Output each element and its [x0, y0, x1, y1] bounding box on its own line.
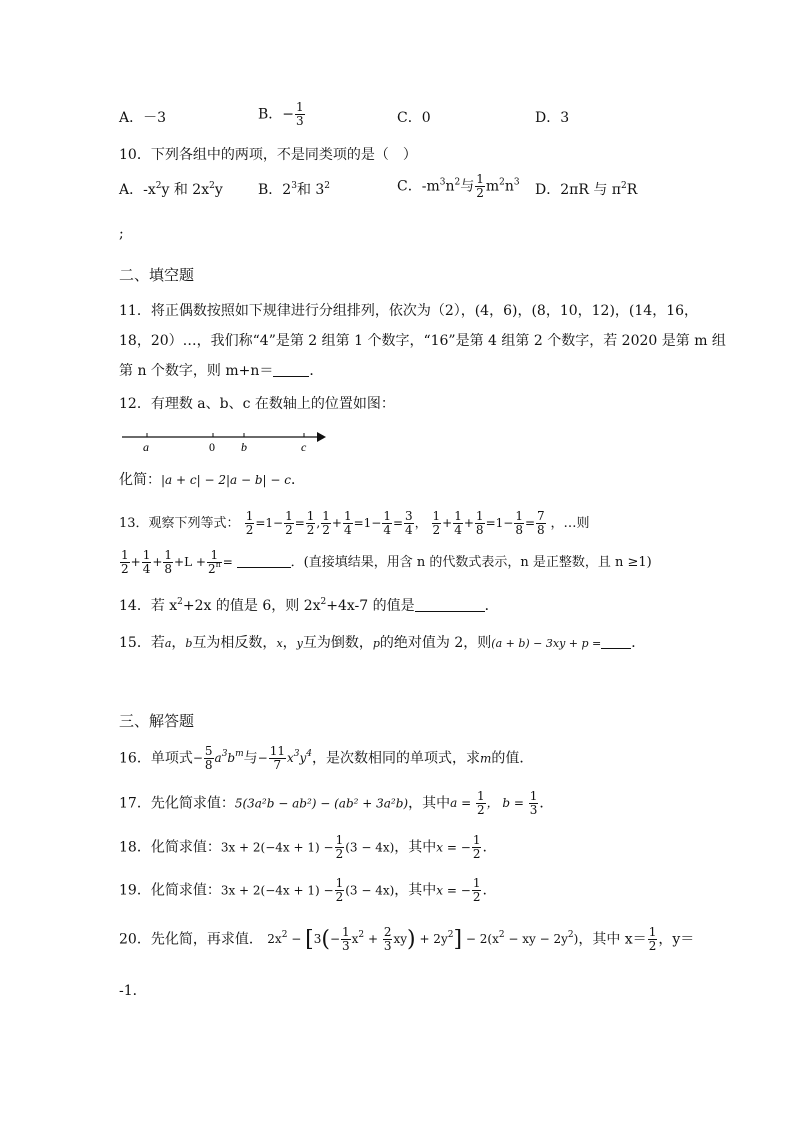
- q11-line3-text: 第 n 个数字，则 m+n＝: [119, 363, 274, 379]
- sup: 2: [620, 181, 627, 191]
- q17-expression: 5(3a²b − ab²) − (ab² + 3a²b): [234, 796, 409, 811]
- q12-stem: 12．有理数 a、b、c 在数轴上的位置如图：: [119, 396, 395, 412]
- q10-d-1: D．2πR 与 π: [535, 182, 621, 198]
- q15-var-b: b: [185, 637, 193, 650]
- q9-option-a: A．－3: [119, 110, 167, 126]
- q20-expression: $2x^2 - [3(-$ $\frac{1}{3}$ $x^2$ + $\frac{2}{3}$ $xy) + 2y^2] - 2(x^2$ − xy − $2y^2$): [267, 925, 579, 953]
- answer-blank[interactable]: [601, 636, 631, 649]
- label-0: 0: [209, 440, 215, 454]
- q16-2: 与: [243, 750, 258, 767]
- q17-2: ，其中: [408, 795, 451, 812]
- q9-option-b-fraction: [295, 101, 305, 128]
- frac-num: 1: [476, 172, 484, 186]
- q10-a-3: y: [214, 182, 223, 198]
- sup: 3: [291, 181, 297, 191]
- q15-6: 的绝对值为 2，则: [379, 635, 492, 651]
- q10-a-2: y 和 2x: [161, 182, 210, 198]
- sup: 3: [439, 177, 446, 188]
- q10-b-1: B．2: [258, 182, 292, 198]
- stray-semicolon: ;: [119, 226, 124, 242]
- q19-expression-2: (3 − 4x): [345, 883, 395, 898]
- q18-3: .: [482, 839, 487, 856]
- q10-a-1: A．-x: [119, 182, 156, 198]
- q18-expression: 3x + 2(−4x + 1) −: [220, 840, 334, 855]
- q16-4: 的值．: [491, 750, 534, 767]
- q17: [119, 790, 553, 817]
- q10-c-3: 与: [460, 178, 475, 195]
- q10-stem: 10．下列各组中的两项，不是同类项的是（ ）: [119, 147, 417, 163]
- q18-2: ，其中: [394, 839, 437, 856]
- q9-option-c: C．0: [397, 110, 431, 126]
- q20-line2: -1．: [119, 983, 147, 999]
- sup: 2: [454, 177, 461, 188]
- q15-var-a: a: [164, 637, 172, 650]
- answer-blank[interactable]: [273, 364, 309, 377]
- number-line: [118, 426, 333, 456]
- label-b: b: [241, 440, 247, 454]
- q10-c-fraction: [475, 173, 485, 200]
- q13-line1: [119, 510, 590, 537]
- q17-1: 17．先化简求值：: [119, 795, 235, 812]
- section-title-solutions: 三、解答题: [119, 712, 195, 730]
- q14-4: ．: [484, 598, 499, 614]
- section-title-fill-in: 二、填空题: [119, 266, 195, 284]
- q19-value: x = −: [436, 883, 471, 898]
- q10-option-a: [119, 183, 223, 197]
- sup: 2: [177, 597, 183, 607]
- sup: 2: [155, 181, 162, 191]
- q13-series: $\frac{1}{2}$ + $\frac{1}{4}$ + $\frac{1}{8}$ +L + $\frac{1}{2^n}$ =: [121, 548, 237, 576]
- q18: [119, 834, 487, 861]
- q10-option-b: [258, 183, 330, 197]
- q12-simplify-label: 化简：: [119, 472, 161, 488]
- q16: 16．单项式− $\frac{5}{8}$ $a^3b^m$与− $\frac{11}{7}$ $x^3y^4$，是次数相同的单项式，求m的值．: [119, 744, 534, 772]
- q13-note: ．(直接填结果，用含 n 的代数式表示，n 是正整数，且 n ≥1): [290, 555, 652, 570]
- q15-expression: (a + b) − 3xy + p =: [491, 637, 602, 650]
- q19: [119, 877, 487, 904]
- q13-equalities: $\frac{1}{2}$ =1− $\frac{1}{2}$ = $\frac{1}{2}$ , $\frac{1}{2}$ + $\frac{1}{4}$ =1− $\frac{1}{4}$ = $\frac{3}{4}$ ， $\frac{1}{2}$ + $\frac{1}{4}$ + $\frac{1}{8}$ =1− $\frac{1}{8}$ = $\frac{7}{8}$: [245, 509, 545, 537]
- q14-3: +4x-7 的值是: [326, 598, 415, 614]
- q19-3: .: [482, 882, 487, 899]
- q12-simplify-expression: |a + c| − 2|a − b| − c: [161, 473, 291, 487]
- q17-3: ．: [539, 795, 554, 812]
- q19-2: ，其中: [394, 882, 437, 899]
- q12-simplify-end: ．: [290, 472, 305, 488]
- q15-var-y: y: [296, 637, 303, 650]
- q9-option-b: [258, 101, 306, 128]
- q10-c-2: n: [445, 178, 455, 195]
- q18-1: 18．化简求值：: [119, 839, 221, 856]
- q10-c-5: n: [504, 178, 514, 195]
- q13-stem: 13．观察下列等式：: [119, 516, 240, 531]
- q10-d-2: R: [626, 182, 638, 198]
- q15-1: 15．若: [119, 635, 165, 651]
- answer-blank[interactable]: [415, 599, 485, 612]
- sup: 3: [513, 177, 520, 188]
- q18-value-fraction: $\frac{1}{2}$: [472, 833, 481, 861]
- q11-line2: 18，20）…，我们称“4”是第 2 组第 1 个数字，“16”是第 4 组第 2 个数字，若 2020 是第 m 组: [119, 333, 726, 349]
- number-line-arrow: [317, 432, 326, 442]
- q9-option-b-label: B．: [258, 106, 283, 123]
- q12-simplify: [119, 473, 305, 487]
- q10-c-4: m: [485, 178, 500, 195]
- frac-num: 1: [296, 100, 304, 114]
- q20-1: 20．先化简，再求值．: [119, 931, 263, 948]
- q20-2: ，其中 x＝: [578, 931, 647, 948]
- q14: [119, 599, 499, 613]
- q13-line2: [119, 549, 652, 576]
- q16-monomial-1: − $\frac{5}{8}$ $a^3b^m$: [192, 744, 244, 772]
- frac-den: 2: [476, 186, 484, 200]
- sup: 2: [499, 177, 505, 188]
- label-a: a: [143, 440, 149, 454]
- q13-tail: ，…则: [550, 516, 590, 531]
- sup: 2: [324, 181, 331, 191]
- q16-3: ，是次数相同的单项式，求: [312, 750, 481, 767]
- label-c: c: [301, 440, 307, 454]
- q19-1: 19．化简求值：: [119, 882, 221, 899]
- q15: [119, 636, 645, 650]
- q17-values: a = $\frac{1}{2}$ ， b = $\frac{1}{3}$: [450, 789, 538, 817]
- q10-c-1: C．-m: [397, 178, 440, 195]
- q14-2: +2x 的值是 6，则 2x: [182, 598, 321, 614]
- q18-expression-2: (3 − 4x): [345, 840, 395, 855]
- q15-4: ，: [282, 635, 297, 651]
- q14-1: 14．若 x: [119, 598, 178, 614]
- q15-3: 互为相反数，: [192, 635, 277, 651]
- q15-var-p: p: [372, 637, 380, 650]
- q15-2: ，: [171, 635, 186, 651]
- q19-value-fraction: $\frac{1}{2}$: [472, 876, 481, 904]
- q16-monomial-2: − $\frac{11}{7}$ $x^3y^4$: [257, 744, 313, 772]
- sup: 2: [209, 181, 215, 191]
- q11-line3-end: ．: [309, 363, 324, 379]
- q20: [119, 926, 694, 953]
- q9-option-b-sign: −: [282, 106, 295, 123]
- q18-fraction: $\frac{1}{2}$: [335, 833, 344, 861]
- q9-option-d: D．3: [535, 110, 570, 126]
- q15-5: 互为倒数，: [302, 635, 373, 651]
- q11-line1: 11．将正偶数按照如下规律进行分组排列，依次为（2），(4，6)，(8，10，12)，(14，16，: [119, 303, 699, 319]
- q20-3: ，y＝: [658, 931, 695, 948]
- q11-line3: [119, 364, 323, 378]
- q16-1: 16．单项式: [119, 750, 193, 767]
- answer-blank[interactable]: [237, 555, 291, 568]
- q20-x-fraction: $\frac{1}{2}$: [648, 925, 657, 953]
- q19-fraction: $\frac{1}{2}$: [335, 876, 344, 904]
- q10-option-d: [535, 183, 637, 197]
- q15-end: ．: [631, 635, 646, 651]
- q18-value: x = −: [436, 840, 471, 855]
- q15-var-x: x: [276, 637, 283, 650]
- q19-expression: 3x + 2(−4x + 1) −: [220, 883, 334, 898]
- q10-b-2: 和 3: [296, 182, 325, 198]
- sup: 2: [320, 597, 327, 607]
- frac-den: 3: [296, 114, 304, 128]
- q10-option-c: [397, 173, 520, 200]
